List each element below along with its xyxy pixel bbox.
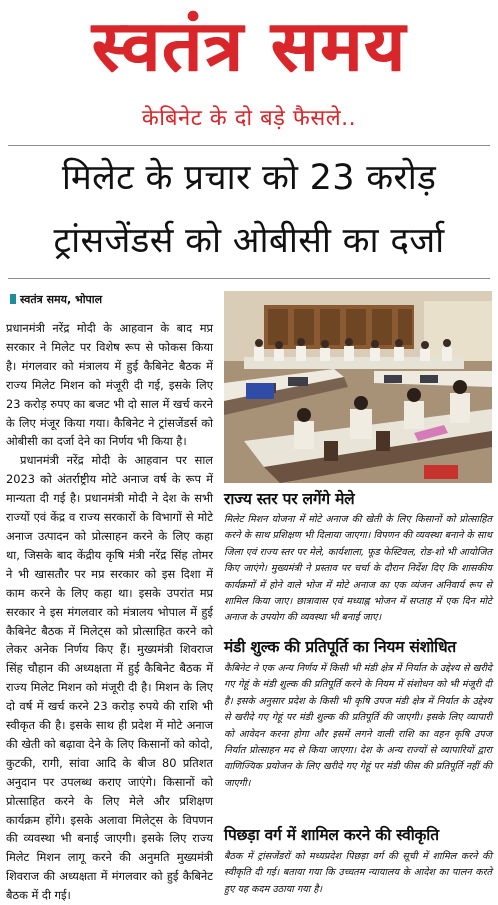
section-body-backward-class: बैठक में ट्रांसजेंडरों को मध्यप्रदेश पिछड़ा वर्ग की सूची में शामिल करने की स्वीकृति दी गई। बताया गया कि उच्चतम न्यायालय के आदेश का पालन करते हुए यह कदम उठाया गया है।: [224, 851, 492, 895]
subheading-backward-class: पिछड़ा वर्ग में शामिल करने की स्वीकृति: [224, 826, 439, 844]
byline-text: स्वतंत्र समय, भोपाल: [20, 293, 103, 306]
subheading-state-level-fairs: राज्य स्तर पर लगेंगे मेले: [224, 490, 355, 508]
main-headline-line-1: मिलेट के प्रचार को 23 करोड़: [61, 158, 437, 198]
article-paragraph-1: प्रधानमंत्री नरेंद्र मोदी के आहवान के बाद मप्र सरकार ने मिलेट पर विशेष रूप से फोकस किया है। मंगलवार को मंत्रालय में हुई कैबिनेट बैठक में राज्य मिलेट मिशन को मंजूरी दी गई, इसके लिए 23 करोड़ रुपए का बजट भी दो साल में खर्च करने के लिए मंजूर किया गया। कैबिनेट ने ट्रांसजेंडर्स को ओबीसी का दर्जा देने का निर्णय भी किया है।: [6, 321, 213, 449]
article-left-column: [6, 319, 213, 903]
subheading-mandi-fee: मंडी शुल्क की प्रतिपूर्ति का नियम संशोधित: [224, 638, 457, 656]
divider-top: [8, 145, 490, 146]
cabinet-meeting-photo: [224, 291, 492, 483]
divider-below-headline: [8, 278, 490, 279]
article-paragraph-2: प्रधानमंत्री नरेंद्र मोदी के आहवान पर साल 2023 को अंतर्राष्ट्रीय मोटे अनाज वर्ष के रूप में मान्यता दी गई है। प्रधानमंत्री मोदी ने देश के सभी राज्यों एवं केंद्र व राज्य सरकारों के विभागों से मोटे अनाज उत्पादन को प्रोत्साहन करने के लिए कहा था, जिसके बाद केंद्रीय कृषि मंत्री नरेंद्र सिंह तोमर ने भी खासतौर पर मप्र सरकार को इस दिशा में काम करने के लिए कहा था। इसके उपरांत मप्र सरकार ने इस मंगलवार को मंत्रालय भोपाल में हुई कैबिनेट बैठक में मिलेट्स को प्रोत्साहित करने को लेकर अनेक निर्णय किए हैं। मुख्यमंत्री शिवराज सिंह चौहान की अध्यक्षता में हुई कैबिनेट बैठक में राज्य मिलेट मिशन को मंजूरी दी है। मिशन के लिए दो वर्ष में खर्च करने 23 करोड़ रुपये की राशि भी स्वीकृत की है। इसके साथ ही प्रदेश में मोटे अनाज की खेती को बढ़ावा देने के लिए किसानों को कोदो, कुटकी, रागी, सांवा आदि के बीज 80 प्रतिशत अनुदान पर उपलब्ध कराए जाएंगे। किसानों को प्रोत्साहित करने के लिए मेले और प्रशिक्षण कार्यक्रम होंगे। इसके अलावा मिलेट्स के विपणन की व्यवस्था भी बनाई जाएगी। इसके लिए राज्य मिलेट मिशन लागू करने की अनुमति मुख्यमंत्री शिवराज की अध्यक्षता में मंगलवार को हुई कैबिनेट बैठक में दी गई।: [6, 453, 213, 903]
newspaper-masthead: स्वतंत्र समय: [91, 4, 407, 87]
byline: [10, 291, 220, 309]
section-body-state-level-fairs: मिलेट मिशन योजना में मोटे अनाज की खेती के लिए किसानों को प्रोत्साहित करने के साथ प्रशिक्षण भी दिलाया जाएगा। विपणन की व्यवस्था बनाने के साथ जिला एवं राज्य स्तर पर मेले, कार्यशाला, फूड फेस्टिवल, रोड-शो भी आयोजित किए जाएंगे। मुख्यमंत्री ने प्रस्ताव पर चर्चा के दौरान निर्देश दिए कि शासकीय कार्यक्रमों में होने वाले भोज में मोटे अनाज का एक व्यंजन अनिवार्य रूप से शामिल किया जाए। छात्रावास एवं मध्याह्न भोजन में सप्ताह में एक दिन मोटे अनाज के उपयोग की व्यवस्था भी बनाई जाए।: [224, 514, 492, 624]
main-headline-line-2: ट्रांसजेंडर्स को ओबीसी का दर्जा: [53, 221, 445, 261]
headline-kicker: केबिनेट के दो बड़े फैसले..: [141, 106, 357, 131]
byline-marker-icon: [10, 294, 16, 304]
section-body-mandi-fee: कैबिनेट ने एक अन्य निर्णय में किसी भी मंडी क्षेत्र में निर्यात के उद्देश्य से खरीदे गए गेहूं के मंडी शुल्क की प्रतिपूर्ति करने के नियम में संशोधन को भी मंजूरी दी है। इसके अनुसार प्रदेश के किसी भी कृषि उपज मंडी क्षेत्र में निर्यात के उद्देश्य से खरीदे गए गेहूं पर मंडी शुल्क की प्रतिपूर्ति की जाएगी। इसके लिए व्यापारी को आवेदन करना होगा और इसमें लगने वाली राशि का वहन कृषि उपज निर्यात प्रोत्साहन मद से किया जाएगा। देश के अन्य राज्यों से व्यापारियों द्वारा वाणिज्यिक प्रयोजन के लिए खरीदे गए गेहूं पर मंडी फीस की प्रतिपूर्ति नहीं की जाएगी।: [224, 663, 492, 789]
